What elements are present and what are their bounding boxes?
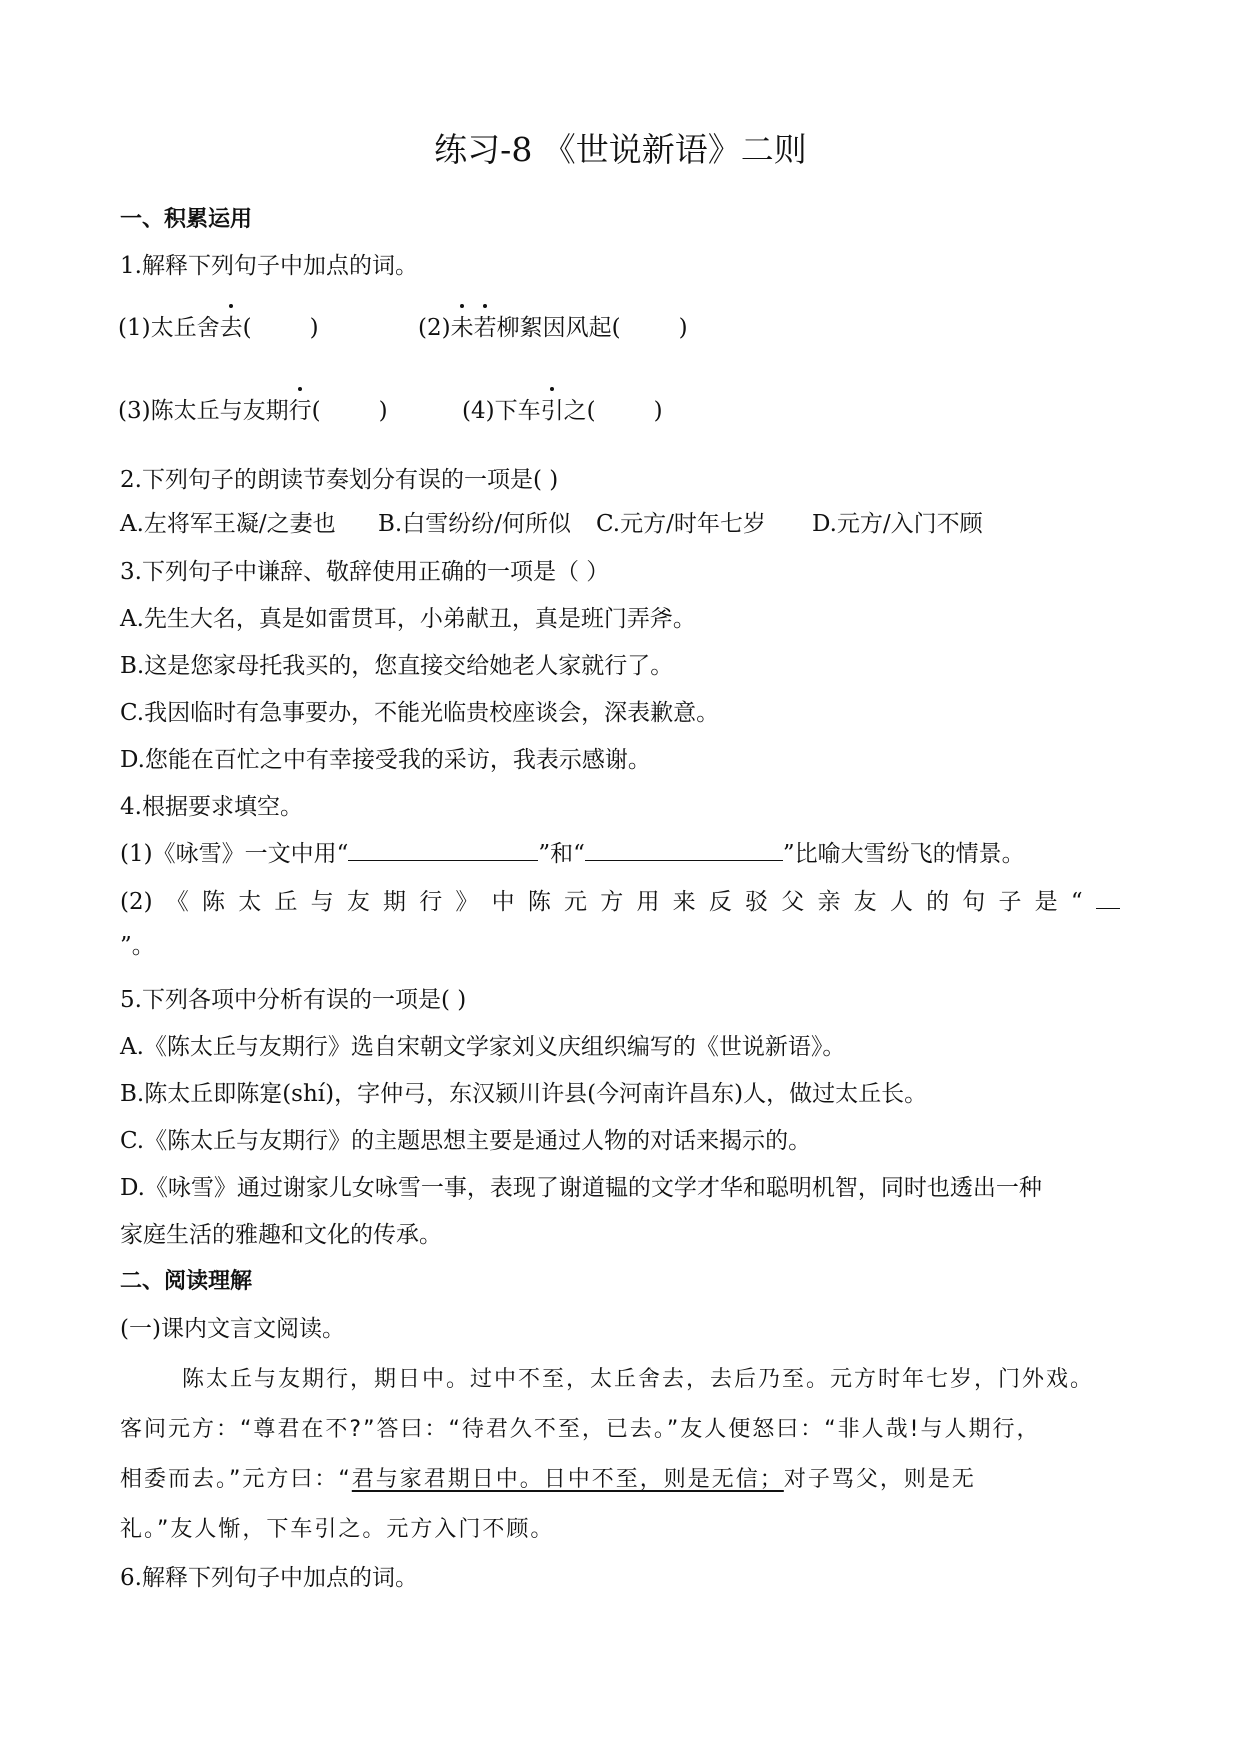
question-5-option-d: D.《咏雪》通过谢家儿女咏雪一事，表现了谢道韫的文学才华和聪明机智，同时也透出一种 bbox=[120, 1175, 1042, 1201]
fill-text: 丘 bbox=[274, 889, 298, 915]
question-3-option-d: D.您能在百忙之中有幸接受我的采访，我表示感谢。 bbox=[120, 747, 651, 773]
fill-text: “ bbox=[1070, 889, 1083, 915]
section-heading-accumulation: 一、积累运用 bbox=[120, 207, 253, 232]
question-5-option-d-cont: 家庭生活的雅趣和文化的传承。 bbox=[120, 1222, 442, 1248]
item-text: ) bbox=[653, 398, 663, 424]
item-text: (1)太丘舍 bbox=[118, 315, 220, 341]
question-1-stem: 1.解释下列句子中加点的词。 bbox=[120, 253, 418, 279]
passage-line-3 bbox=[120, 1464, 976, 1496]
question-2-option-b: B.白雪纷纷/何所似 bbox=[378, 511, 571, 537]
fill-text: 行 bbox=[419, 889, 443, 915]
fill-text: 驳 bbox=[745, 889, 769, 915]
dotted-char: 去 bbox=[220, 312, 243, 344]
fill-text: 方 bbox=[600, 889, 624, 915]
passage-line-2: 客问元方：“尊君在不?”答曰：“待君久不至，已去。”友人便怒曰：“非人哉!与人期行， bbox=[120, 1417, 1041, 1442]
fill-text: 中 bbox=[491, 889, 515, 915]
question-3-option-c: C.我因临时有急事要办，不能光临贵校座谈会，深表歉意。 bbox=[120, 700, 720, 726]
question-2-option-a: A.左将军王凝/之妻也 bbox=[120, 511, 336, 537]
fill-text: 元 bbox=[564, 889, 588, 915]
dotted-char: 行 bbox=[289, 395, 312, 427]
fill-text: 友 bbox=[853, 889, 877, 915]
passage-line-4: 礼。”友人惭，下车引之。元方入门不顾。 bbox=[120, 1517, 555, 1542]
fill-text: 《 bbox=[165, 889, 189, 915]
item-text: ( bbox=[242, 315, 252, 341]
question-5-option-c: C.《陈太丘与友期行》的主题思想主要是通过人物的对话来揭示的。 bbox=[120, 1128, 812, 1154]
answer-blank[interactable] bbox=[348, 838, 538, 861]
fill-text: 太 bbox=[238, 889, 262, 915]
fill-text: 》 bbox=[455, 889, 479, 915]
fill-text: (1)《咏雪》一文中用“ bbox=[120, 841, 349, 867]
question-1-item-2 bbox=[418, 312, 688, 344]
item-text: ) bbox=[378, 398, 388, 424]
question-2-stem: 2.下列句子的朗读节奏划分有误的一项是( ) bbox=[120, 467, 559, 493]
passage-text: 相委而去。”元方曰：“ bbox=[120, 1467, 352, 1492]
question-3-option-a: A.先生大名，真是如雷贯耳，小弟献丑，真是班门弄斧。 bbox=[120, 606, 696, 632]
question-5-option-b: B.陈太丘即陈寔(shí)，字仲弓，东汉颍川许县(今河南许昌东)人，做过太丘长。 bbox=[120, 1081, 928, 1107]
item-text: ) bbox=[309, 315, 319, 341]
question-4-part-1 bbox=[120, 838, 1025, 870]
dotted-char: 引 bbox=[541, 395, 564, 427]
fill-text: 反 bbox=[708, 889, 732, 915]
question-4-part-2-end: ”。 bbox=[120, 933, 155, 959]
question-4-part-2 bbox=[120, 886, 1120, 918]
dotted-char: 未 bbox=[451, 312, 474, 344]
dotted-char: 若 bbox=[474, 312, 497, 344]
fill-text: (2) bbox=[120, 889, 153, 915]
item-text: 之( bbox=[563, 398, 596, 424]
question-5-stem: 5.下列各项中分析有误的一项是( ) bbox=[120, 987, 467, 1013]
fill-text: 与 bbox=[310, 889, 334, 915]
fill-text: 陈 bbox=[527, 889, 551, 915]
underlined-sentence: 君与家君期日中。日中不至，则是无信； bbox=[351, 1467, 784, 1492]
item-text: (3)陈太丘与友期 bbox=[118, 398, 289, 424]
item-text: (2) bbox=[418, 315, 451, 341]
item-text: (4)下车 bbox=[462, 398, 541, 424]
question-2-option-c: C.元方/时年七岁 bbox=[596, 511, 766, 537]
item-text: ( bbox=[311, 398, 321, 424]
page-title: 练习-8 《世说新语》二则 bbox=[434, 130, 807, 169]
item-text: 柳絮因风起( bbox=[496, 315, 621, 341]
fill-text: 亲 bbox=[817, 889, 841, 915]
fill-text: 来 bbox=[672, 889, 696, 915]
reading-part-1-label: (一)课内文言文阅读。 bbox=[120, 1316, 345, 1342]
fill-text: 用 bbox=[636, 889, 660, 915]
fill-text: 的 bbox=[926, 889, 950, 915]
question-2-option-d: D.元方/入门不顾 bbox=[812, 511, 983, 537]
fill-text: 人 bbox=[889, 889, 913, 915]
fill-text: 期 bbox=[383, 889, 407, 915]
fill-text: 父 bbox=[781, 889, 805, 915]
fill-text: 子 bbox=[998, 889, 1022, 915]
question-6-stem: 6.解释下列句子中加点的词。 bbox=[120, 1565, 418, 1591]
question-3-stem: 3.下列句子中谦辞、敬辞使用正确的一项是（ ） bbox=[120, 559, 610, 585]
fill-text: ”比喻大雪纷飞的情景。 bbox=[782, 841, 1025, 867]
question-4-stem: 4.根据要求填空。 bbox=[120, 794, 303, 820]
passage-text: 对子骂父，则是无 bbox=[783, 1467, 976, 1492]
question-1-item-4 bbox=[462, 395, 663, 427]
question-1-item-1 bbox=[118, 312, 319, 344]
answer-blank[interactable] bbox=[1096, 886, 1120, 909]
answer-blank[interactable] bbox=[585, 838, 783, 861]
fill-text: ”和“ bbox=[538, 841, 585, 867]
fill-text: 陈 bbox=[202, 889, 225, 915]
question-5-option-a: A.《陈太丘与友期行》选自宋朝文学家刘义庆组织编写的《世说新语》。 bbox=[120, 1034, 846, 1060]
section-heading-reading: 二、阅读理解 bbox=[120, 1269, 253, 1294]
question-3-option-b: B.这是您家母托我买的，您直接交给她老人家就行了。 bbox=[120, 653, 674, 679]
fill-text: 友 bbox=[346, 889, 370, 915]
passage-line-1: 陈太丘与友期行，期日中。过中不至，太丘舍去，去后乃至。元方时年七岁，门外戏。 bbox=[182, 1367, 1095, 1392]
item-text: ) bbox=[678, 315, 688, 341]
fill-text: 是 bbox=[1034, 889, 1058, 915]
question-1-item-3 bbox=[118, 395, 388, 427]
fill-text: 句 bbox=[962, 889, 986, 915]
